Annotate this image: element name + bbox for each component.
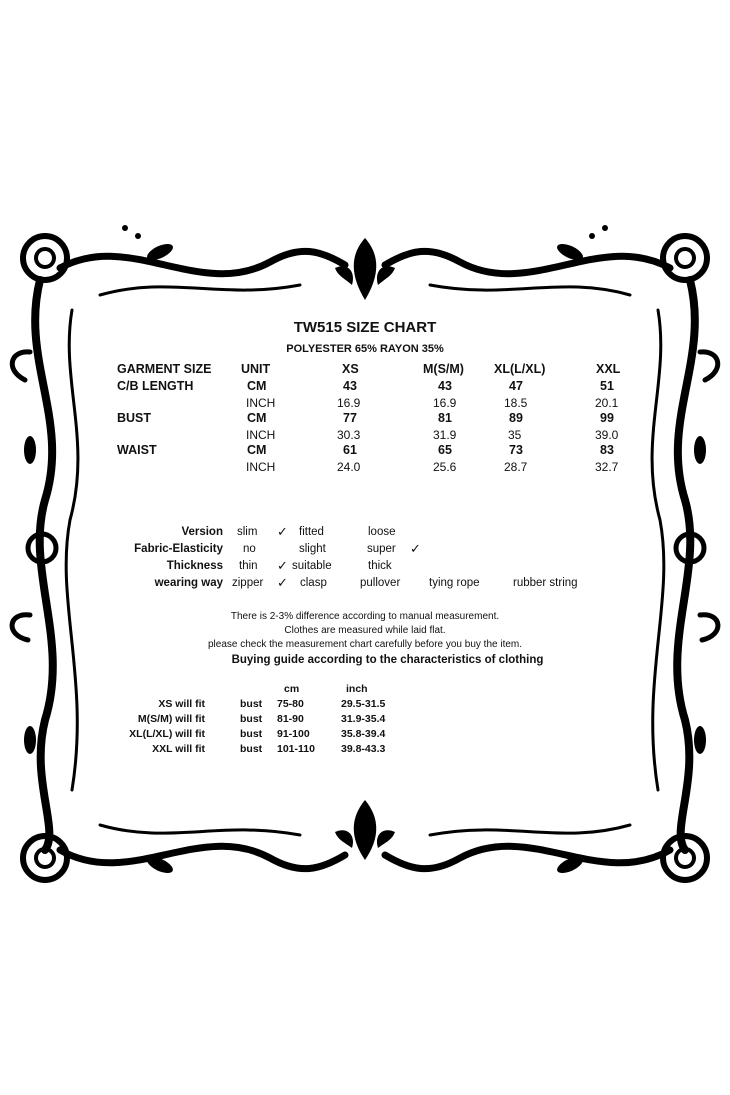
table-cell: 73 bbox=[509, 443, 523, 457]
header-size-xl: XL(L/XL) bbox=[494, 362, 546, 376]
guide-row-part: bust bbox=[240, 713, 263, 725]
row-name-bust: BUST bbox=[117, 411, 152, 425]
table-cell: 83 bbox=[600, 443, 614, 457]
table-cell: 18.5 bbox=[504, 396, 528, 410]
guide-row-label: XL(L/XL) will fit bbox=[129, 728, 205, 740]
option-loose: loose bbox=[368, 526, 396, 538]
table-cell: 28.7 bbox=[504, 460, 528, 474]
note-difference: There is 2-3% difference according to manual measurement. bbox=[230, 611, 500, 622]
guide-row-inch: 31.9-35.4 bbox=[341, 713, 386, 725]
option-pullover: pullover bbox=[360, 577, 401, 589]
chart-title: TW515 SIZE CHART bbox=[293, 319, 437, 336]
guide-row-cm: 101-110 bbox=[277, 743, 315, 755]
row-unit: CM bbox=[247, 379, 267, 393]
table-cell: 43 bbox=[438, 379, 452, 393]
table-cell: 99 bbox=[600, 411, 614, 425]
table-cell: 31.9 bbox=[433, 428, 457, 442]
option-fitted: fitted bbox=[299, 526, 324, 538]
row-unit: CM bbox=[247, 443, 267, 457]
row-name-waist: WAIST bbox=[117, 443, 157, 457]
guide-row-label: M(S/M) will fit bbox=[137, 713, 205, 725]
table-cell: 61 bbox=[343, 443, 357, 457]
table-cell: 24.0 bbox=[337, 460, 361, 474]
table-cell: 16.9 bbox=[337, 396, 361, 410]
guide-row-inch: 39.8-43.3 bbox=[341, 743, 386, 755]
table-cell: 25.6 bbox=[433, 460, 457, 474]
table-cell: 35 bbox=[508, 428, 522, 442]
buying-guide-title: Buying guide according to the characteristics of clothing bbox=[231, 654, 544, 666]
guide-row-label: XXL will fit bbox=[152, 743, 205, 755]
check-icon: ✓ bbox=[277, 524, 288, 539]
table-cell: 89 bbox=[509, 411, 523, 425]
check-icon: ✓ bbox=[410, 541, 421, 556]
option-rubber-string: rubber string bbox=[513, 577, 578, 589]
row-unit: CM bbox=[247, 411, 267, 425]
guide-row-inch: 29.5-31.5 bbox=[341, 698, 386, 710]
guide-row-cm: 75-80 bbox=[277, 698, 304, 710]
table-cell: 65 bbox=[438, 443, 452, 457]
table-cell: 81 bbox=[438, 411, 452, 425]
table-cell: 32.7 bbox=[595, 460, 619, 474]
option-suitable: suitable bbox=[292, 560, 332, 572]
table-cell: 51 bbox=[600, 379, 614, 393]
table-cell: 16.9 bbox=[433, 396, 457, 410]
table-cell: 77 bbox=[343, 411, 357, 425]
label-version: Version bbox=[181, 526, 223, 538]
option-thin: thin bbox=[239, 560, 258, 572]
option-clasp: clasp bbox=[300, 577, 327, 589]
header-unit: UNIT bbox=[241, 362, 271, 376]
table-cell: 43 bbox=[343, 379, 357, 393]
guide-row-inch: 35.8-39.4 bbox=[341, 728, 386, 740]
row-unit: INCH bbox=[246, 460, 276, 474]
table-cell: 47 bbox=[509, 379, 523, 393]
guide-row-cm: 81-90 bbox=[277, 713, 304, 725]
check-icon: ✓ bbox=[277, 558, 288, 573]
header-size-m: M(S/M) bbox=[423, 362, 464, 376]
option-super: super bbox=[367, 543, 396, 555]
note-check-chart: please check the measurement chart carefully before you buy the item. bbox=[207, 639, 523, 650]
table-cell: 30.3 bbox=[337, 428, 361, 442]
row-unit: INCH bbox=[246, 428, 276, 442]
option-slight: slight bbox=[299, 543, 326, 555]
guide-row-cm: 91-100 bbox=[277, 728, 310, 740]
table-cell: 20.1 bbox=[595, 396, 619, 410]
guide-row-label: XS will fit bbox=[158, 698, 205, 710]
option-tying-rope: tying rope bbox=[429, 577, 480, 589]
header-garment-size: GARMENT SIZE bbox=[117, 362, 212, 376]
option-no: no bbox=[243, 543, 256, 555]
guide-header-inch: inch bbox=[346, 683, 368, 695]
option-zipper: zipper bbox=[232, 577, 264, 589]
guide-header-cm: cm bbox=[284, 683, 300, 695]
note-laid-flat: Clothes are measured while laid flat. bbox=[284, 625, 446, 636]
header-size-xxl: XXL bbox=[596, 362, 621, 376]
header-size-xs: XS bbox=[342, 362, 359, 376]
row-name-cb-length: C/B LENGTH bbox=[117, 379, 194, 393]
guide-row-part: bust bbox=[240, 698, 263, 710]
label-thickness: Thickness bbox=[166, 560, 223, 572]
check-icon: ✓ bbox=[277, 575, 288, 590]
label-wearing-way: wearing way bbox=[154, 577, 223, 589]
row-unit: INCH bbox=[246, 396, 276, 410]
option-slim: slim bbox=[237, 526, 258, 538]
material-composition: POLYESTER 65% RAYON 35% bbox=[286, 343, 444, 355]
label-fabric-elasticity: Fabric-Elasticity bbox=[134, 543, 223, 555]
option-thick: thick bbox=[368, 560, 392, 572]
table-cell: 39.0 bbox=[595, 428, 619, 442]
guide-row-part: bust bbox=[240, 728, 263, 740]
guide-row-part: bust bbox=[240, 743, 263, 755]
